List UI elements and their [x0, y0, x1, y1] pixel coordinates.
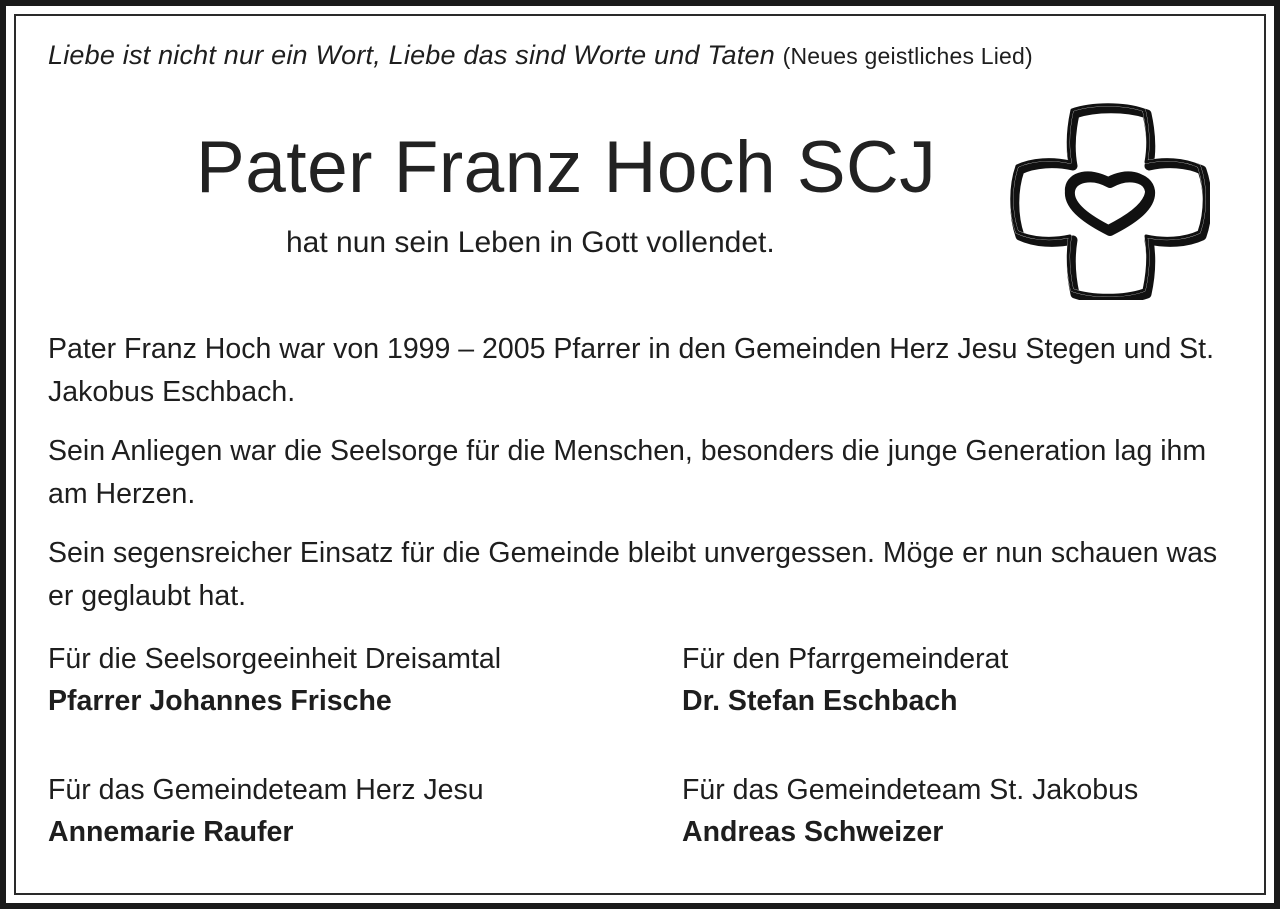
cross-with-heart-icon [1008, 100, 1210, 300]
motto-quote: Liebe ist nicht nur ein Wort, Liebe das sind Worte und Taten [48, 40, 775, 70]
signatory-block [48, 638, 501, 722]
paragraph-farewell: Sein segensreicher Einsatz für die Gemeinde bleibt unvergessen. Möge er nun schauen was er geglaubt hat. [48, 537, 1218, 612]
signatory-role: Für die Seelsorgeeinheit Dreisamtal [48, 643, 502, 675]
signatory-name: Pfarrer Johannes Frische [48, 685, 392, 717]
signatory-block [48, 769, 484, 853]
deceased-name: Pater Franz Hoch SCJ [196, 127, 937, 208]
subtitle: hat nun sein Leben in Gott vollendet. [286, 226, 775, 259]
motto [48, 40, 1033, 71]
signatory-block [682, 638, 1008, 722]
motto-source: (Neues geistliches Lied) [782, 43, 1033, 69]
paragraph-career: Pater Franz Hoch war von 1999 – 2005 Pfarrer in den Gemeinden Herz Jesu Stegen und St. Jakobus Eschbach. [48, 333, 1214, 408]
signatory-role: Für den Pfarrgemeinderat [682, 643, 1009, 675]
paragraph-concern: Sein Anliegen war die Seelsorge für die Menschen, besonders die junge Generation lag ihm am Herzen. [48, 435, 1207, 510]
signatory-name: Dr. Stefan Eschbach [682, 685, 958, 717]
signatory-block [682, 769, 1138, 853]
signatory-role: Für das Gemeindeteam Herz Jesu [48, 774, 484, 806]
signatory-name: Andreas Schweizer [682, 816, 944, 848]
signatory-name: Annemarie Raufer [48, 816, 294, 848]
signatory-role: Für das Gemeindeteam St. Jakobus [682, 774, 1139, 806]
